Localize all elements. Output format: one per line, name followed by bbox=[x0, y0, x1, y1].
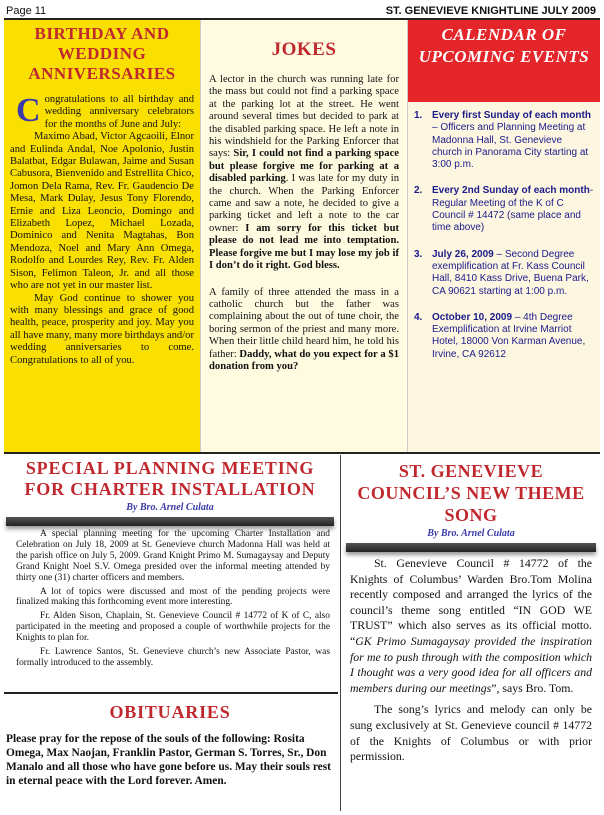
planning-para: Fr. Alden Sison, Chaplain, St. Genevieve Council # 14772 of K of C, also participated in the meeting and proposed a couple of worthwhile projects for the Knights to plan for. bbox=[16, 611, 330, 644]
calendar-item-number: 4. bbox=[414, 311, 423, 323]
planning-para: A special planning meeting for the upcoming Charter Installation and Celebration on July 18, 2009 at St. Genevieve church Madonna Hall was held at the parish office on July 5, 2009. Grand Knight Primo M. Sumagaysay and Deputy Grand Knight Noel S.V. Omega presided over the informal meeting attended by thirty one (31) charter officers and members. bbox=[16, 529, 330, 583]
calendar-item-text: October 10, 2009 – 4th Degree Exemplification at Irvine Marriot Hotel, 18000 Von Karman Avenue, Irvine, CA 92612 bbox=[432, 311, 586, 360]
planning-byline: By Bro. Arnel Culata bbox=[126, 502, 214, 513]
calendar-item-number: 2. bbox=[414, 185, 423, 197]
birthday-closing: May God continue to shower you with many blessings and grace of good health, peace, prosperity and joy. May you all have many, many more birthdays and/or wedding anniversaries to come. Congratulations to all of you. bbox=[10, 292, 194, 366]
obituaries-section bbox=[6, 700, 334, 812]
page-number: Page 11 bbox=[6, 5, 47, 17]
calendar-item bbox=[414, 185, 594, 234]
newsletter-title: ST. GENEVIEVE KNIGHTLINE JULY 2009 bbox=[385, 5, 596, 17]
calendar-item-text: Every first Sunday of each month – Officers and Planning Meeting at Madonna Hall, St. Genevieve church in Panorama City starting at 3:00 p.m. bbox=[432, 110, 591, 171]
calendar-item-number: 3. bbox=[414, 248, 423, 260]
planning-para: Fr. Lawrence Santos, St. Genevieve church’s new Associate Pastor, was formally introduced to the assembly. bbox=[16, 647, 330, 668]
birthday-intro: ongratulations to all birthday and wedding anniversary celebrators for the months of June and July: bbox=[44, 94, 194, 130]
song-body bbox=[346, 556, 596, 765]
page-header bbox=[4, 2, 600, 20]
birthday-title: BIRTHDAY AND WEDDING ANNIVERSARIES bbox=[28, 24, 176, 83]
dropcap-letter: C bbox=[16, 92, 41, 129]
joke-two: A family of three attended the mass in a catholic church but the father was complaining about the out of tune choir, the boring sermon of the priest and many more. When their little child heard him, he told his father: Daddy, what do you expect for a $1 donation from you? bbox=[209, 286, 399, 372]
birthday-text bbox=[10, 94, 194, 367]
birthday-names: Maximo Abad, Victor Agcaoili, Elnor and Eulinda Andal, Noe Apolonio, Justin Balatbat, Edgar Bulawan, Jaime and Susan Cabusora, Bienvenido and Estrellita Chico, Jomon Dela Rama, Rev. Fr. Gaudencio De Mesa, Mark Dulay, Jesus Tony Florendo, Ernie and Liza Leoncio, Domingo and Elizabeth Lopez, Michael Lozada, Dominico and Nenita Magtahas, Bon Mendoza, Noel and Mary Ann Omega, Rodolfo and Lourdes Rey, Rev. Fr. Alden Sison, Felimon Taleon, Jr. and all those who are not yet in our master list. bbox=[10, 131, 194, 292]
calendar-item-number: 1. bbox=[414, 110, 423, 121]
calendar-list bbox=[414, 110, 594, 361]
planning-para: A lot of topics were discussed and most of the pending projects were finalized making this forthcoming event more interesting. bbox=[16, 586, 330, 608]
decorative-bar bbox=[346, 543, 596, 552]
calendar-item-text: Every 2nd Sunday of each month- Regular Meeting of the K of C Council # 14472 (same place and time above) bbox=[432, 185, 594, 234]
planning-body bbox=[6, 529, 334, 669]
decorative-bar bbox=[6, 517, 334, 526]
calendar-item bbox=[414, 249, 594, 298]
theme-song-article bbox=[346, 458, 596, 810]
song-byline: By Bro. Arnel Culata bbox=[427, 528, 515, 539]
planning-article bbox=[6, 458, 334, 690]
jokes-title: JOKES bbox=[271, 39, 337, 60]
obituaries-text: Please pray for the repose of the souls of the following: Rosita Omega, Max Naojan, Franklin Pastor, German S. Torres, Sr., Don Manalo and all those who have gone before us. May their souls rest in eternal peace with the Lord forever. Amen. bbox=[6, 733, 331, 787]
column-divider bbox=[340, 455, 341, 811]
calendar-section bbox=[408, 20, 600, 452]
birthday-section bbox=[4, 20, 200, 452]
calendar-title: CALENDAR OF UPCOMING EVENTS bbox=[418, 25, 590, 66]
calendar-item-text: July 26, 2009 – Second Degree exemplification at Fr. Kass Council Hall, 8410 Kass Drive, Buena Park, CA 90621 starting at 1:00 p.m. bbox=[432, 248, 589, 297]
song-para: The song’s lyrics and melody can only be sung exclusively at St. Genevieve council # 14772 of the Knights of Columbus or with prior permission. bbox=[350, 702, 592, 764]
calendar-item bbox=[414, 312, 594, 361]
obit-divider bbox=[4, 692, 338, 694]
joke-one: A lector in the church was running late for the mass but could not find a parking space at the parking lot at the street. He went around several times but decided to park at the disabled parking space. He left a note in his windshield for the Parking Enforcer that says: Sir, I could not find a parking space but please forgive me for parking at a disabled parking. I was late for my duty in the church. When the Parking Enforcer came and saw a note, he decided to give a parking ticket and left a note to the car owner: I am sorry for this ticket but please do not lead me into temptation. Please forgive me but I may lose my job if I don’t do it right. God bless. bbox=[209, 74, 400, 272]
obituaries-title: OBITUARIES bbox=[109, 702, 231, 722]
section-divider bbox=[4, 452, 600, 454]
jokes-section bbox=[200, 20, 408, 452]
planning-title: SPECIAL PLANNING MEETING FOR CHARTER INSTALLATION bbox=[24, 458, 316, 499]
calendar-item bbox=[414, 110, 594, 171]
song-title: ST. GENEVIEVE COUNCIL’S NEW THEME SONG bbox=[357, 461, 585, 525]
song-para: St. Genevieve Council # 14772 of the Knights of Columbus’ Warden Bro.Tom Molina recently composed and arranged the lyrics of the council’s theme song entitled “IN GOD WE TRUST” which also serves as its official motto. “GK Primo Sumagaysay provided the inspiration for me to push through with the composition which I thought was a very good idea for all officers and members during our meetings”, says Bro. Tom. bbox=[350, 556, 592, 695]
